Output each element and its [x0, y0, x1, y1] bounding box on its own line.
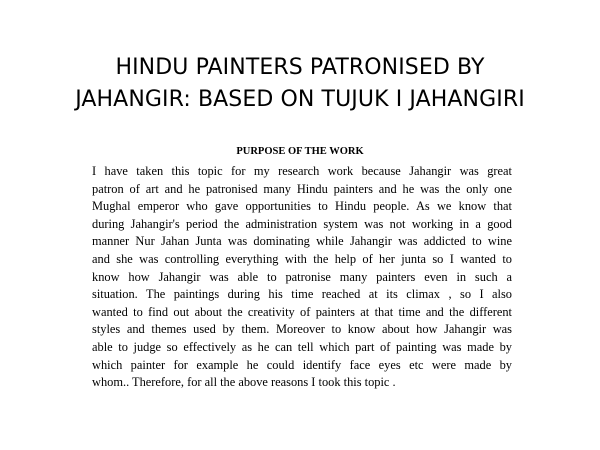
- slide-title-line-1: HINDU PAINTERS PATRONISED BY: [115, 55, 485, 80]
- body-line: situation. The paintings during his time reached at its climax , so I also: [92, 287, 512, 302]
- body-line: Mughal emperor who gave opportunities to Hindu people. As we know that: [92, 199, 512, 214]
- body-line: know how Jahangir was able to patronise many painters even in such a: [92, 269, 512, 284]
- section-heading: PURPOSE OF THE WORK: [236, 146, 364, 157]
- body-line: styles and themes used by them. Moreover to know about how Jahangir was: [92, 322, 512, 337]
- body-line: wanted to find out about the creativity of painters at that time and the different: [92, 304, 512, 319]
- body-line: I have taken this topic for my research work because Jahangir was great: [92, 164, 512, 178]
- body-paragraph: [92, 163, 512, 392]
- body-line: which painter for example he could identify face eyes etc were made by: [92, 357, 512, 372]
- body-line: whom.. Therefore, for all the above reasons I took this topic .: [92, 375, 396, 390]
- body-line: patron of art and he patronised many Hindu painters and he was the only one: [92, 181, 512, 196]
- body-line: during Jahangir's period the administration system was not working in a good: [92, 216, 512, 231]
- body-line: manner Nur Jahan Junta was dominating while Jahangir was addicted to wine: [92, 234, 512, 249]
- body-line: and she was controlling everything with the help of her junta so I wanted to: [92, 251, 512, 266]
- slide-title-line-2: JAHANGIR: BASED ON TUJUK I JAHANGIRI: [75, 87, 525, 112]
- body-line: able to judge so effectively as he can tell which part of painting was made by: [92, 339, 512, 354]
- slide-title: [0, 52, 600, 116]
